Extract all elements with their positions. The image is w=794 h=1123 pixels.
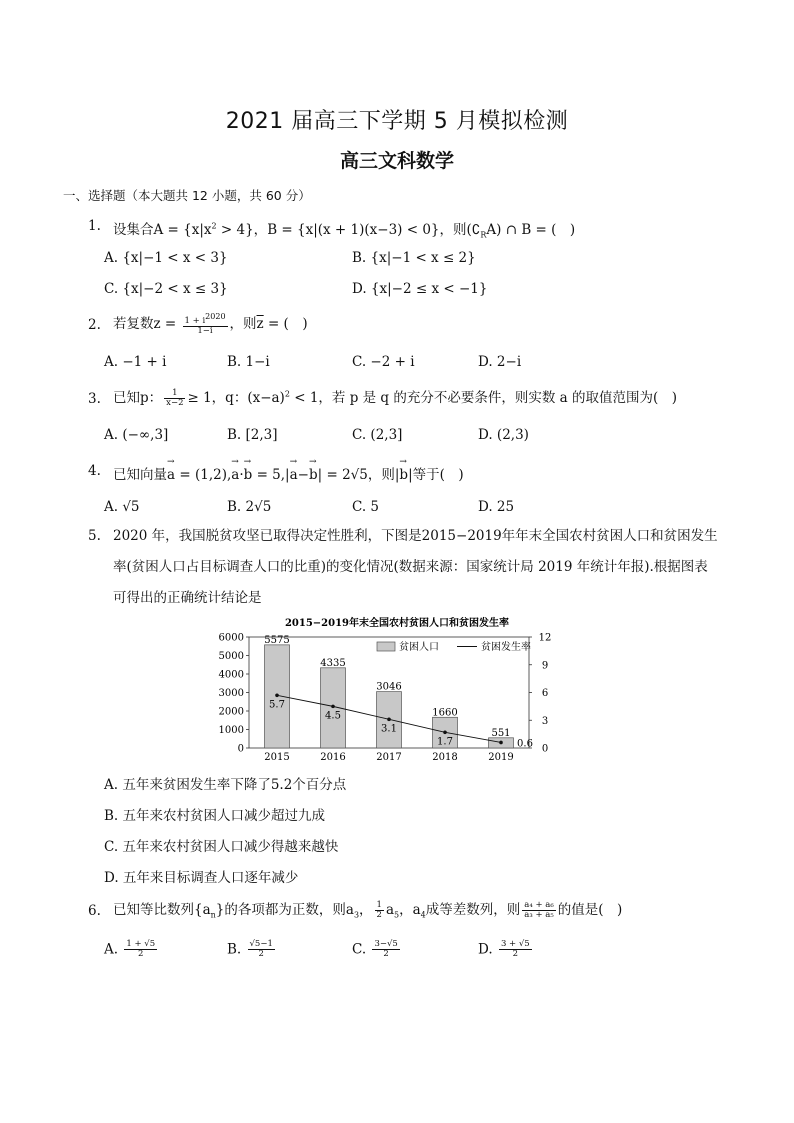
- x-tick-label: 2016: [320, 752, 346, 763]
- question-text: 若复数z = $\frac{1 + i^{2020}}{1-i}$ ，则$\overline{z}$ = ( ): [113, 311, 308, 336]
- question-number: 5.: [88, 528, 101, 544]
- rate-value-label: 0.6: [517, 738, 533, 750]
- left-tick-label: 5000: [218, 651, 244, 662]
- question-text: 2020 年，我国脱贫攻坚已取得决定性胜利，下图是2015−2019年年末全国农村贫困人口和贫困发生 率(贫困人口占目标调查人口的比重)的变化情况(数据来源：国家统计局 2019 年统计年报).根据图表 可得出的正确统计结论是: [113, 528, 718, 606]
- rate-value-label: 5.7: [269, 699, 285, 711]
- bar-value-label: 551: [491, 727, 511, 739]
- option-b: B. [2,3]: [227, 427, 278, 443]
- question-2: [0, 312, 794, 338]
- question-6: [0, 898, 794, 924]
- option-a: A. {x|−1 < x < 3}: [104, 250, 228, 266]
- question-number: 4.: [88, 463, 101, 479]
- question-number: 6.: [88, 903, 101, 919]
- poverty-chart: [205, 616, 580, 766]
- question-4: [0, 463, 794, 485]
- option-c: C. {x|−2 < x ≤ 3}: [104, 281, 228, 297]
- x-tick-label: 2015: [264, 752, 290, 763]
- rate-point: [331, 705, 335, 709]
- option-c: C. −2 + i: [352, 354, 415, 370]
- left-tick-label: 2000: [218, 706, 244, 718]
- x-tick-label: 2018: [432, 752, 458, 763]
- rate-point: [387, 718, 391, 722]
- rate-value-label: 1.7: [437, 736, 453, 748]
- legend-line-label: 贫困发生率: [481, 642, 531, 653]
- left-tick-label: 0: [237, 743, 244, 755]
- rate-point: [499, 741, 503, 745]
- rate-point: [443, 730, 447, 734]
- chart-title: 2015−2019年末全国农村贫困人口和贫困发生率: [284, 618, 510, 629]
- rate-point: [275, 693, 279, 697]
- option-d: D. 25: [478, 499, 515, 515]
- option-c: C. 五年来农村贫困人口减少得越来越快: [104, 839, 339, 855]
- option-a: A. √5: [104, 499, 140, 515]
- question-number: 2.: [88, 317, 101, 333]
- left-tick-label: 4000: [218, 669, 244, 681]
- option-d: D. $\frac{3 + √5}{2}$: [478, 939, 530, 960]
- option-b: B. $\frac{√5-1}{2}$: [227, 939, 273, 960]
- question-5: [0, 528, 794, 618]
- bar-value-label: 4335: [320, 657, 346, 669]
- bar-value-label: 5575: [264, 634, 290, 646]
- option-b: B. 五年来农村贫困人口减少超过九成: [104, 808, 326, 824]
- option-a: A. 五年来贫困发生率下降了5.2个百分点: [104, 777, 347, 793]
- question-number: 1.: [88, 218, 101, 234]
- section-heading: 一、选择题（本大题共 12 小题，共 60 分）: [63, 188, 311, 203]
- option-b: B. 1−i: [227, 354, 270, 370]
- question-1: [0, 218, 794, 238]
- exam-subtitle: 高三文科数学: [339, 150, 454, 172]
- x-tick-label: 2019: [488, 752, 514, 763]
- option-c: C. 5: [352, 499, 380, 515]
- option-c: C. $\frac{3-√5}{2}$: [352, 939, 398, 960]
- option-a: A. (−∞,3]: [104, 427, 169, 443]
- right-tick-label: 12: [538, 632, 552, 644]
- option-d: D. 五年来目标调查人口逐年减少: [104, 870, 299, 886]
- option-d: D. 2−i: [478, 354, 522, 370]
- option-a: A. $\frac{1 + √5}{2}$: [104, 939, 156, 960]
- left-tick-label: 1000: [218, 725, 244, 736]
- option-a: A. −1 + i: [104, 354, 167, 370]
- rate-value-label: 3.1: [381, 723, 397, 735]
- right-tick-label: 0: [541, 743, 549, 755]
- question-text: 设集合$A = \{x|x^2 > 4\}$，B = {x|(x + 1)(x−3) < 0}，则$(∁_RA)$ ∩ B = ( ): [113, 221, 576, 240]
- left-tick-label: 3000: [218, 688, 244, 699]
- legend-bar-swatch: [377, 642, 395, 651]
- right-tick-label: 6: [541, 688, 549, 699]
- left-tick-label: 6000: [218, 632, 244, 644]
- x-tick-label: 2017: [376, 752, 402, 763]
- rate-value-label: 4.5: [325, 710, 341, 722]
- right-tick-label: 9: [541, 660, 549, 672]
- question-text: 已知等比数列$\{a_n\}$的各项都为正数，则$a_3$， $\frac{1}{2}$ $a_5$，$a_4$成等差数列，则 $\frac{\text{a₄ + a₆}}{\text{a₃ + a₅}}$ 的值是( ): [113, 899, 623, 920]
- question-3: [0, 386, 794, 412]
- question-number: 3.: [88, 391, 101, 407]
- option-d: D. {x|−2 ≤ x < −1}: [352, 281, 488, 297]
- option-b: B. {x|−1 < x ≤ 2}: [352, 250, 476, 266]
- bar-value-label: 3046: [376, 681, 402, 693]
- option-b: B. 2√5: [227, 499, 272, 515]
- exam-title: 2021 届高三下学期 5 月模拟检测: [225, 109, 569, 134]
- option-d: D. (2,3): [478, 427, 529, 443]
- option-c: C. (2,3]: [352, 427, 403, 443]
- legend-bar-label: 贫困人口: [399, 642, 439, 653]
- right-tick-label: 3: [541, 715, 549, 727]
- bar-value-label: 1660: [432, 707, 458, 719]
- question-text: 已知p： $\frac{1}{x-2}$ ≥ 1，q：$(x-a)^2 < 1$，若 p 是 q 的充分不必要条件，则实数 a 的取值范围为( ): [113, 387, 678, 408]
- question-text: 已知向量→ a = (1,2),→ a·→ b = 5,|→ a−→ b| = 2√5，则|→ b|等于( ): [113, 463, 464, 483]
